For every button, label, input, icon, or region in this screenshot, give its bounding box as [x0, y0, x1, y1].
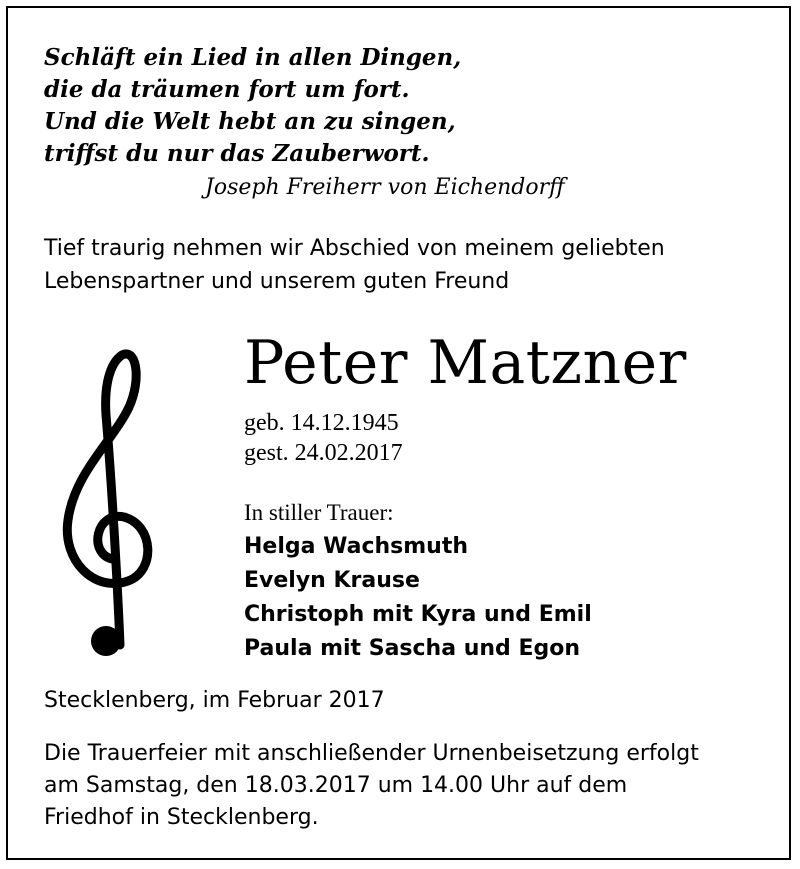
place-date: Stecklenberg, im Februar 2017 [44, 688, 385, 713]
ceremony-line: Friedhof in Stecklenberg. [44, 805, 319, 830]
poem-line: die da träumen fort um fort. [44, 76, 410, 103]
treble-clef-icon [44, 345, 164, 665]
ceremony-line: am Samstag, den 18.03.2017 um 14.00 Uhr auf dem [44, 773, 628, 798]
mourners-label: In stiller Trauer: [244, 500, 394, 525]
ceremony-info [44, 738, 699, 834]
life-dates [244, 408, 403, 468]
mourner-name: Paula mit Sascha und Egon [244, 636, 581, 661]
poem-line: triffst du nur das Zauberwort. [44, 140, 430, 167]
poem-author: Joseph Freiherr von Eichendorff [205, 175, 565, 200]
deceased-name: Peter Matzner [244, 328, 687, 398]
mourner-name: Helga Wachsmuth [244, 534, 469, 559]
intro-line: Lebenspartner und unserem guten Freund [44, 269, 510, 294]
intro-text [44, 232, 665, 298]
poem-line: Und die Welt hebt an zu singen, [44, 108, 456, 135]
poem-line: Schläft ein Lied in allen Dingen, [44, 44, 462, 71]
birth-date: geb. 14.12.1945 [244, 410, 399, 436]
poem [44, 42, 461, 170]
mourner-name: Christoph mit Kyra und Emil [244, 602, 592, 627]
mourners-block [244, 500, 592, 666]
intro-line: Tief traurig nehmen wir Abschied von meinem geliebten [44, 236, 665, 261]
mourner-name: Evelyn Krause [244, 568, 420, 593]
death-date: gest. 24.02.2017 [244, 440, 403, 466]
ceremony-line: Die Trauerfeier mit anschließender Urnenbeisetzung erfolgt [44, 741, 699, 766]
